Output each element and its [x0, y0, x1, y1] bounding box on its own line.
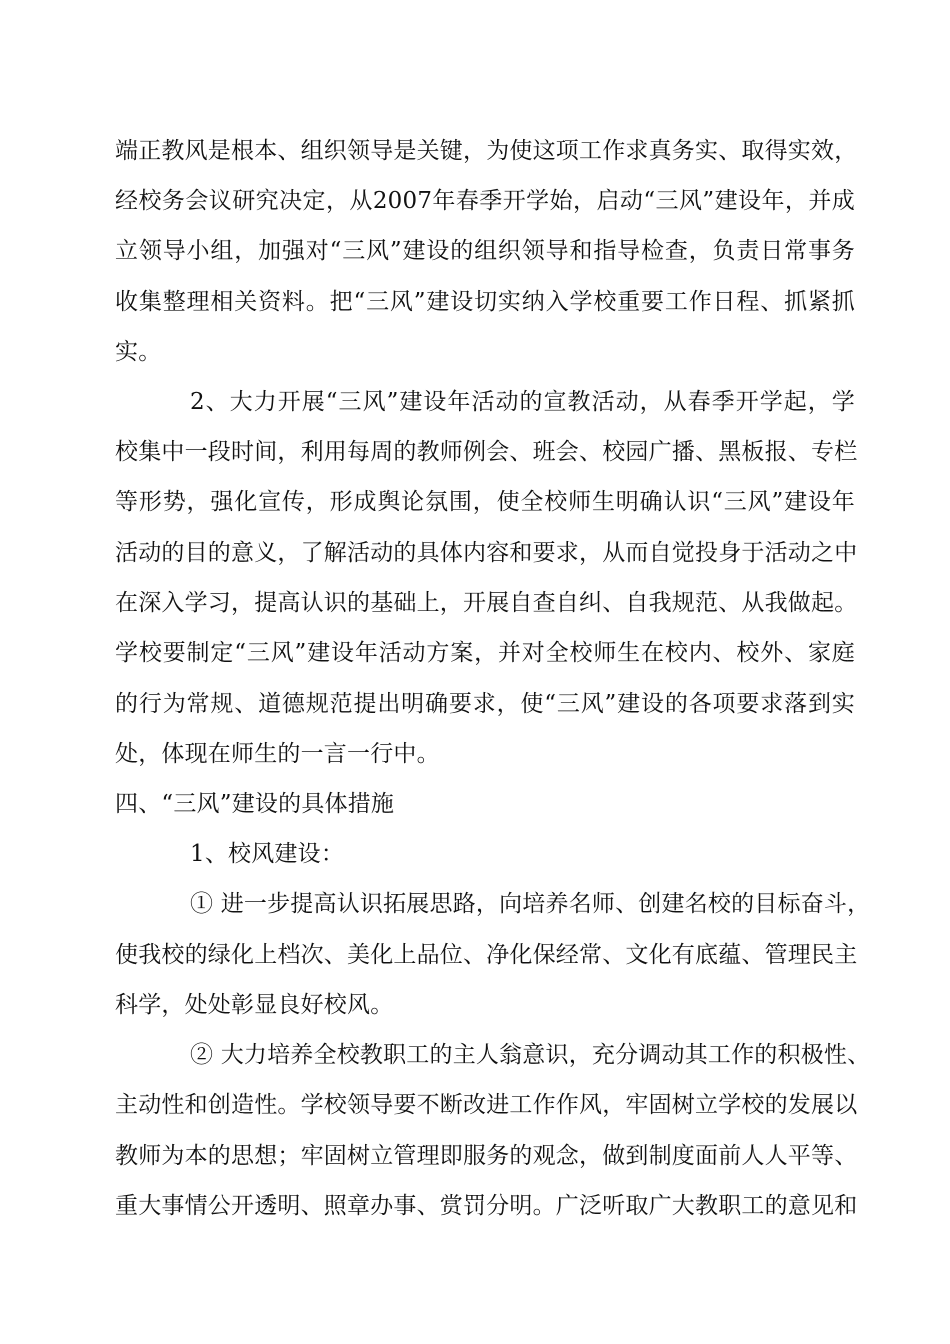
- paragraph-first-line: ② 大力培养全校教职工的主人翁意识，充分调动其工作的积极性、: [190, 1042, 871, 1068]
- text-line: 的行为常规、道德规范提出明确要求，使“三风”建设的各项要求落到实: [115, 691, 855, 717]
- paragraph-first-line: ① 进一步提高认识拓展思路，向培养名师、创建名校的目标奋斗，: [190, 891, 871, 917]
- text-line: 教师为本的思想；牢固树立管理即服务的观念，做到制度面前人人平等、: [115, 1143, 858, 1169]
- text-line: 使我校的绿化上档次、美化上品位、净化保经常、文化有底蕴、管理民主: [115, 942, 858, 968]
- text-line: 科学，处处彰显良好校风。: [115, 992, 394, 1018]
- text-line: 学校要制定“三风”建设年活动方案，并对全校师生在校内、校外、家庭: [115, 640, 855, 666]
- text-line: 端正教风是根本、组织领导是关键，为使这项工作求真务实、取得实效，: [115, 138, 858, 164]
- text-line: 等形势，强化宣传，形成舆论氛围，使全校师生明确认识“三风”建设年: [115, 489, 855, 515]
- text-line: 重大事情公开透明、照章办事、赏罚分明。广泛听取广大教职工的意见和: [115, 1193, 858, 1219]
- text-line: 在深入学习，提高认识的基础上，开展自查自纠、自我规范、从我做起。: [115, 590, 858, 616]
- text-line: 校集中一段时间，利用每周的教师例会、班会、校园广播、黑板报、专栏: [115, 439, 858, 465]
- text-line: 活动的目的意义，了解活动的具体内容和要求，从而自觉投身于活动之中: [115, 540, 858, 566]
- paragraph-first-line: 2、大力开展“三风”建设年活动的宣教活动，从春季开学起，学: [190, 389, 855, 415]
- text-line: 经校务会议研究决定，从2007年春季开学始，启动“三风”建设年，并成: [115, 188, 855, 214]
- subsection-heading: 1、校风建设：: [190, 841, 345, 867]
- text-line: 实。: [115, 339, 162, 365]
- text-line: 收集整理相关资料。把“三风”建设切实纳入学校重要工作日程、抓紧抓: [115, 289, 855, 315]
- text-line: 主动性和创造性。学校领导要不断改进工作作风，牢固树立学校的发展以: [115, 1092, 858, 1118]
- text-line: 处，体现在师生的一言一行中。: [115, 741, 440, 767]
- text-line: 立领导小组，加强对“三风”建设的组织领导和指导检查，负责日常事务: [115, 238, 855, 264]
- section-heading: 四、“三风”建设的具体措施: [115, 791, 395, 817]
